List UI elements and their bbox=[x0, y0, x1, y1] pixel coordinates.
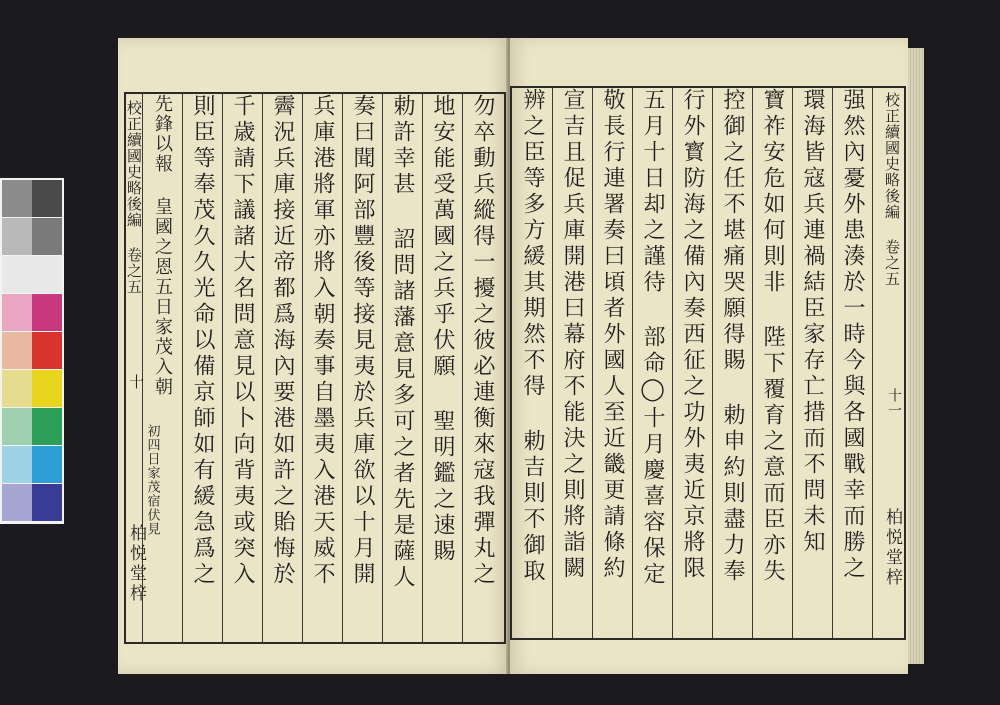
left-column-4: 奏曰聞阿部豐後等接見夷於兵庫欲以十月開 bbox=[350, 94, 375, 588]
swatch-gray-2 bbox=[32, 180, 62, 217]
right-column-4: 控御之任不堪痛哭願得賜 勅申約則盡力奉 bbox=[720, 88, 745, 585]
right-page bbox=[510, 38, 908, 674]
left-column-1: 勿卒動兵縱得一擾之彼必連衡來寇我彈丸之 bbox=[470, 94, 495, 588]
swatch-green bbox=[32, 408, 62, 445]
page-stack-edge bbox=[908, 48, 924, 664]
left-column-6: 霽況兵庫接近帝都爲海內要港如許之貽悔於 bbox=[270, 94, 295, 588]
right-column-7: 敬長行連署奏曰頃者外國人至近畿更請條約 bbox=[600, 88, 625, 582]
right-page-number: 十一 bbox=[886, 388, 902, 418]
swatch-light-cyan bbox=[2, 446, 32, 483]
swatch-white bbox=[2, 256, 32, 293]
swatch-cyan bbox=[32, 446, 62, 483]
left-text-frame bbox=[124, 92, 506, 644]
left-column-8: 則臣等奉茂久久光命以備京師如有緩急爲之 bbox=[190, 94, 215, 588]
swatch-light-green bbox=[2, 408, 32, 445]
swatch-gray-3 bbox=[2, 218, 32, 255]
right-publisher-mark: 柏悦堂梓 bbox=[882, 508, 902, 588]
swatch-light-blue bbox=[2, 484, 32, 521]
swatch-gray-1 bbox=[2, 180, 32, 217]
left-publisher-mark: 柏悦堂梓 bbox=[126, 524, 146, 604]
swatch-red bbox=[32, 332, 62, 369]
left-column-2: 地安能受萬國之兵乎伏願 聖明鑑之速賜 bbox=[430, 94, 455, 565]
right-text-frame bbox=[510, 86, 906, 640]
left-column-5: 兵庫港將軍亦將入朝奏事自墨夷入港天威不 bbox=[310, 94, 335, 588]
right-column-3: 寶祚安危如何則非 陛下覆育之意而臣亦失 bbox=[760, 88, 785, 585]
left-column-note: 初四日家茂宿伏見 bbox=[144, 424, 160, 536]
left-column-7: 千歳請下議諸大名問意見以卜向背夷或突入 bbox=[230, 94, 255, 588]
right-column-6: 五月十日却之謹待 部命◯十月慶喜容保定 bbox=[640, 88, 665, 588]
right-column-5: 行外寳防海之備內奏西征之功外夷近京將限 bbox=[680, 88, 705, 582]
swatch-magenta bbox=[32, 294, 62, 331]
open-book bbox=[118, 38, 908, 674]
swatch-blue bbox=[32, 484, 62, 521]
swatch-yellow bbox=[32, 370, 62, 407]
swatch-light-red bbox=[2, 332, 32, 369]
swatch-light-yellow bbox=[2, 370, 32, 407]
right-column-8: 宣吉且促兵庫開港曰幕府不能決之則將詣闕 bbox=[560, 88, 585, 582]
left-page-number: 十 bbox=[127, 374, 145, 390]
right-column-2: 環海皆寇兵連禍結臣家存亡措而不問未知 bbox=[800, 88, 825, 556]
swatch-white-2 bbox=[32, 256, 62, 293]
color-calibration-card bbox=[0, 178, 64, 524]
left-page bbox=[118, 38, 508, 674]
swatch-gray-4 bbox=[32, 218, 62, 255]
right-margin-title: 校正續國史略後編 卷之五 bbox=[883, 92, 901, 287]
right-column-1: 强然內憂外患湊於一時今與各國戰幸而勝之 bbox=[840, 88, 865, 582]
left-column-9: 先鋒以報 皇國之恩五日家茂入朝 bbox=[152, 94, 173, 397]
right-column-9: 辨之臣等多方緩其期然不得 勅吉則不御取 bbox=[520, 88, 545, 585]
left-column-3: 勅許幸甚 詔問諸藩意見多可之者先是薩人 bbox=[390, 94, 415, 591]
left-margin-title: 校正續國史略後編 卷之五 bbox=[125, 100, 143, 295]
swatch-light-pink bbox=[2, 294, 32, 331]
